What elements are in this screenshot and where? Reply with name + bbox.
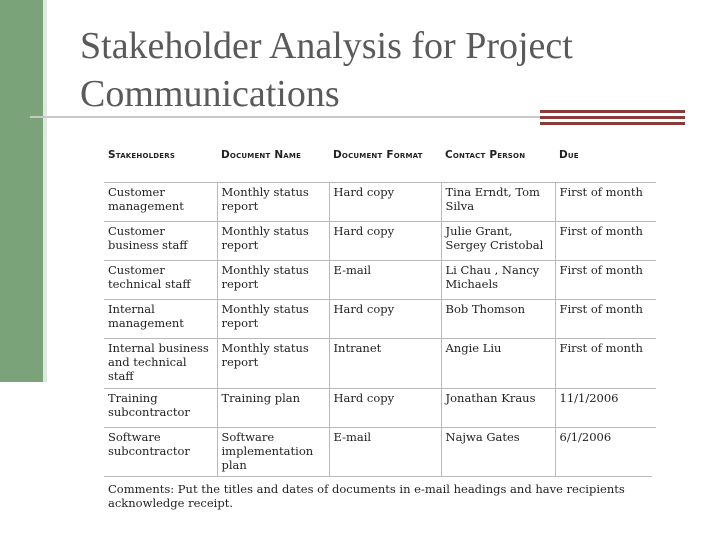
table-row [104,222,656,261]
cell-stakeholder: Internal business and technical staff [104,339,217,389]
cell-contact: Angie Liu [441,339,555,389]
stakeholder-table [104,143,656,510]
header-due: Due [559,149,579,161]
table-row [104,428,656,477]
table-row [104,183,656,222]
cell-document: Training plan [217,389,329,428]
cell-contact: Bob Thomson [441,300,555,339]
cell-stakeholder: Customer business staff [104,222,217,261]
cell-contact: Li Chau , Nancy Michaels [441,261,555,300]
cell-format: E-mail [329,428,441,477]
table-row [104,300,656,339]
cell-format: Intranet [329,339,441,389]
cell-format: Hard copy [329,183,441,222]
header-document-format: Document Format [333,149,423,161]
accent-bars [540,110,685,128]
cell-due: 6/1/2006 [555,428,656,477]
title-line-2: Communications [80,73,340,115]
table-row [104,339,656,389]
cell-document: Monthly status report [217,183,329,222]
cell-format: Hard copy [329,389,441,428]
cell-format: Hard copy [329,222,441,261]
table-row [104,389,656,428]
cell-contact: Jonathan Kraus [441,389,555,428]
cell-contact: Najwa Gates [441,428,555,477]
cell-stakeholder: Training subcontractor [104,389,217,428]
header-document-name: Document Name [221,149,302,161]
cell-document: Monthly status report [217,261,329,300]
cell-stakeholder: Customer management [104,183,217,222]
header-contact-person: Contact Person [445,149,526,161]
cell-contact: Julie Grant, Sergey Cristobal [441,222,555,261]
header-stakeholders: Stakeholders [108,149,176,161]
title-line-1: Stakeholder Analysis for Project [80,25,573,67]
cell-contact: Tina Erndt, Tom Silva [441,183,555,222]
cell-document: Monthly status report [217,339,329,389]
cell-due: First of month [555,300,656,339]
cell-document: Monthly status report [217,300,329,339]
title-underline [30,116,540,118]
cell-stakeholder: Customer technical staff [104,261,217,300]
table-comments: Comments: Put the titles and dates of documents in e-mail headings and have recipients acknowledge receipt. [104,476,652,510]
cell-due: First of month [555,183,656,222]
cell-document: Monthly status report [217,222,329,261]
slide-title [80,22,700,118]
cell-stakeholder: Software subcontractor [104,428,217,477]
slide-sidebar [0,0,47,382]
table-row [104,261,656,300]
cell-stakeholder: Internal management [104,300,217,339]
cell-due: 11/1/2006 [555,389,656,428]
cell-document: Software implementation plan [217,428,329,477]
cell-due: First of month [555,261,656,300]
cell-format: E-mail [329,261,441,300]
cell-due: First of month [555,339,656,389]
table-header-row [104,143,656,183]
cell-due: First of month [555,222,656,261]
cell-format: Hard copy [329,300,441,339]
